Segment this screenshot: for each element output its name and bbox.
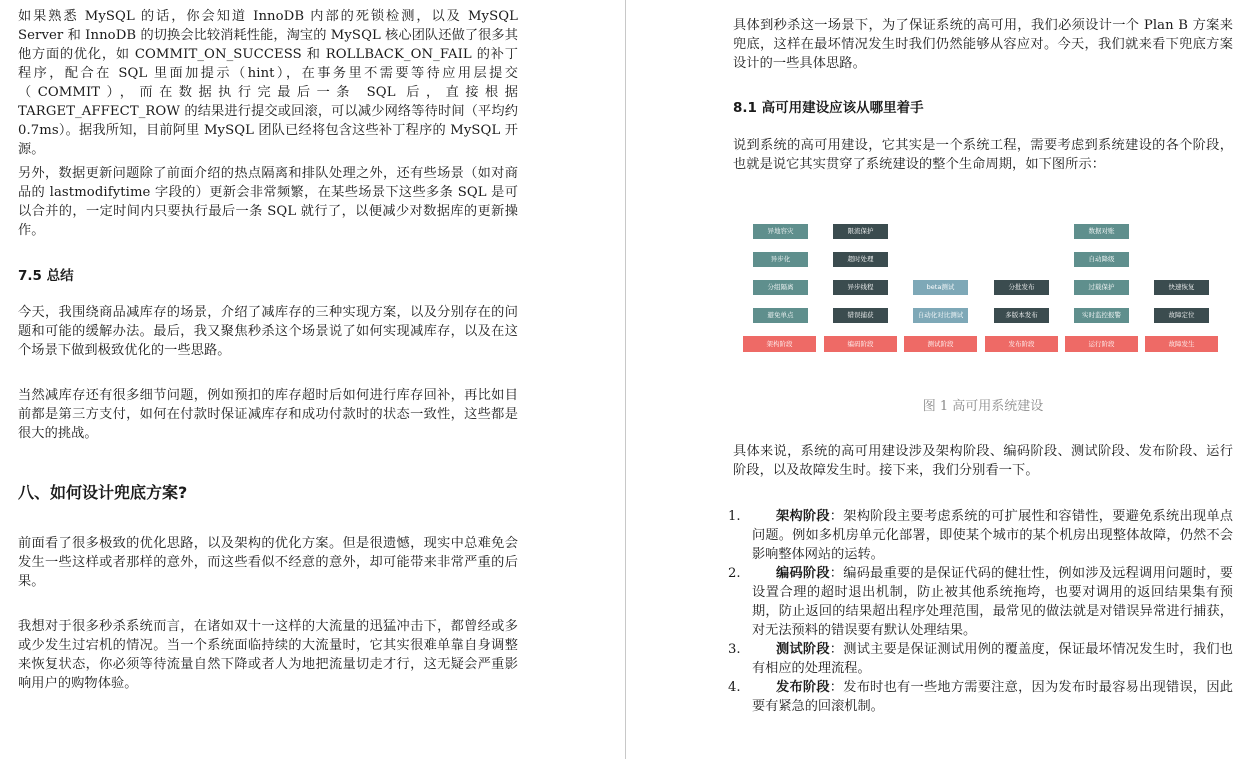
list-term: 发布阶段 — [776, 680, 830, 695]
paragraph-challenges: 当然减库存还有很多细节问题，例如预扣的库存超时后如何进行库存回补，再比如目前都是第三方支付，如何在付款时保证减库存和成功付款时的状态一致性，这些都是很大的挑战。 — [18, 388, 518, 441]
diagram-box-arch-2: 异步化 — [753, 252, 808, 267]
diagram-stage-release: 发布阶段 — [985, 336, 1058, 352]
diagram-box-run-1: 数据对账 — [1074, 224, 1129, 239]
list-item — [728, 507, 1233, 564]
list-term: 测试阶段 — [776, 642, 830, 657]
list-item — [728, 678, 1233, 716]
section-heading-8-1: 8.1 高可用建设应该从哪里着手 — [733, 100, 924, 116]
paragraph-sql-merge: 另外，数据更新问题除了前面介绍的热点隔离和排队处理之外，还有些场景（如对商品的 lastmodifytime 字段的）更新会非常频繁，在某些场景下这些多条 SQL 是可以合并的，一定时间内只要执行最后一条 SQL 就行了，以便减少对数据库的更新操作。 — [18, 166, 518, 238]
diagram-stage-test: 测试阶段 — [904, 336, 977, 352]
paragraph-summary: 今天，我围绕商品减库存的场景，介绍了减库存的三种实现方案，以及分别存在的问题和可能的缓解办法。最后，我又聚焦秒杀这个场景说了如何实现减库存，以及在这个场景下做到极致优化的一些思路。 — [18, 305, 518, 358]
ha-lifecycle-diagram — [733, 216, 1233, 356]
diagram-box-code-2: 超时处理 — [833, 252, 888, 267]
diagram-box-arch-1: 异地容灾 — [753, 224, 808, 239]
list-term: 编码阶段 — [776, 566, 830, 581]
diagram-box-arch-4: 避免单点 — [753, 308, 808, 323]
list-number: 4. — [728, 680, 741, 695]
diagram-box-test-1: beta测试 — [913, 280, 968, 295]
section-heading-7-5: 7.5 总结 — [18, 268, 74, 284]
diagram-box-fault-1: 快速恢复 — [1154, 280, 1209, 295]
diagram-stage-run: 运行阶段 — [1065, 336, 1138, 352]
diagram-box-fault-2: 故障定位 — [1154, 308, 1209, 323]
list-text: ：编码最重要的是保证代码的健壮性，例如涉及远程调用问题时，要设置合理的超时退出机制，防止被其他系统拖垮，也要对调用的返回结果集有预期，防止返回的结果超出程序处理范围，最常见的做法就是对错误异常进行捕获，对无法预料的错误要有默认处理结果。 — [752, 566, 1233, 638]
paragraph-plan-b: 具体到秒杀这一场景下，为了保证系统的高可用，我们必须设计一个 Plan B 方案来兜底，这样在最坏情况发生时我们仍然能够从容应对。今天，我们就来看下兜底方案设计的一些具体思路。 — [733, 18, 1233, 71]
list-number: 3. — [728, 642, 741, 657]
diagram-stage-fault: 故障发生 — [1145, 336, 1218, 352]
list-text: ：发布时也有一些地方需要注意，因为发布时最容易出现错误，因此要有紧急的回滚机制。 — [752, 680, 1233, 714]
diagram-stage-arch: 架构阶段 — [743, 336, 816, 352]
diagram-box-run-3: 过载保护 — [1074, 280, 1129, 295]
list-term: 架构阶段 — [776, 509, 830, 524]
diagram-box-code-3: 异步线程 — [833, 280, 888, 295]
paragraph-stages-intro: 具体来说，系统的高可用建设涉及架构阶段、编码阶段、测试阶段、发布阶段、运行阶段，以及故障发生时。接下来，我们分别看一下。 — [733, 444, 1233, 478]
list-number: 1. — [728, 509, 741, 524]
diagram-box-release-2: 多版本发布 — [994, 308, 1049, 323]
diagram-box-test-2: 自动化对比测试 — [913, 308, 968, 323]
diagram-box-run-2: 自动降级 — [1074, 252, 1129, 267]
list-text: ：架构阶段主要考虑系统的可扩展性和容错性，要避免系统出现单点问题。例如多机房单元化部署，即使某个城市的某个机房出现整体故障，仍然不会影响整体网站的运转。 — [752, 509, 1233, 562]
diagram-box-code-4: 错误捕获 — [833, 308, 888, 323]
diagram-box-run-4: 实时监控报警 — [1074, 308, 1129, 323]
list-number: 2. — [728, 566, 741, 581]
paragraph-traffic: 我想对于很多秒杀系统而言，在诸如双十一这样的大流量的迅猛冲击下，都曾经或多或少发生过宕机的情况。当一个系统面临持续的大流量时，它其实很难单靠自身调整来恢复状态，你必须等待流量自然下降或者人为地把流量切走才行，这无疑会严重影响用户的购物体验。 — [18, 619, 518, 691]
diagram-box-code-1: 限流保护 — [833, 224, 888, 239]
diagram-stage-code: 编码阶段 — [824, 336, 897, 352]
list-item — [728, 640, 1233, 678]
list-item — [728, 564, 1233, 640]
figure-caption: 图 1 高可用系统建设 — [922, 399, 1044, 414]
paragraph-lifecycle: 说到系统的高可用建设，它其实是一个系统工程，需要考虑到系统建设的各个阶段，也就是说它其实贯穿了系统建设的整个生命周期，如下图所示： — [733, 138, 1233, 172]
diagram-box-release-1: 分批发布 — [994, 280, 1049, 295]
paragraph-accidents: 前面看了很多极致的优化思路，以及架构的优化方案。但是很遗憾，现实中总难免会发生一些这样或者那样的意外，而这些看似不经意的意外，却可能带来非常严重的后果。 — [18, 536, 518, 589]
stage-list — [728, 507, 1233, 716]
diagram-box-arch-3: 分组隔离 — [753, 280, 808, 295]
paragraph-innodb: 如果熟悉 MySQL 的话，你会知道 InnoDB 内部的死锁检测，以及 MySQL Server 和 InnoDB 的切换会比较消耗性能，淘宝的 MySQL 核心团队还做了很多其他方面的优化，如 COMMIT_ON_SUCCESS 和 ROLLBACK_ON_FAIL 的补丁程序，配合在 SQL 里面加提示（hint），在事务里不需要等待应用层提交（COMMIT），而在数据执行完最后一条 SQL 后，直接根据 TARGET_AFFECT_ROW 的结果进行提交或回滚，可以减少网络等待时间（平均约 0.7ms）。据我所知，目前阿里 MySQL 团队已经将包含这些补丁程序的 MySQL 开源。 — [18, 9, 519, 157]
list-text: ：测试主要是保证测试用例的覆盖度，保证最坏情况发生时，我们也有相应的处理流程。 — [752, 642, 1233, 676]
chapter-heading-8: 八、如何设计兜底方案? — [18, 483, 188, 502]
page-divider — [625, 0, 626, 759]
